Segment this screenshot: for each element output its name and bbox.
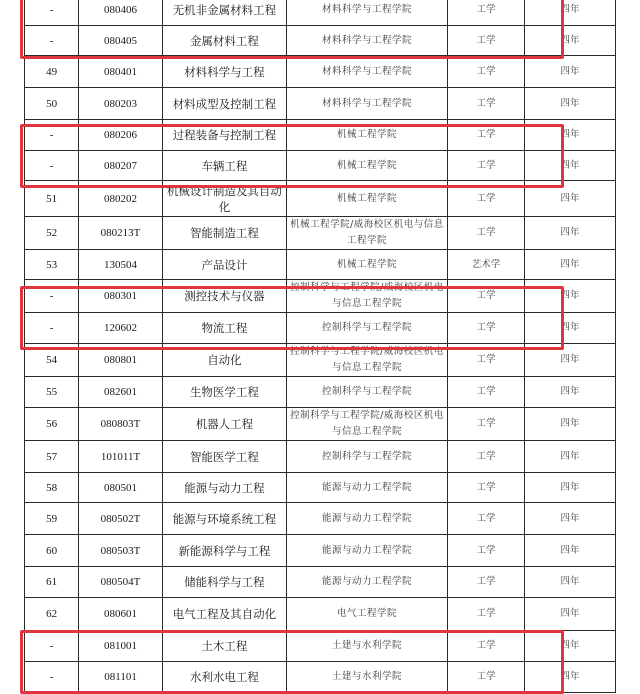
table-row: [25, 280, 616, 313]
college-name: 机械工程学院/威海校区机电与信息工程学院: [287, 217, 448, 250]
study-duration: 四年: [525, 250, 616, 280]
college-name: 土建与水利学院: [287, 662, 448, 693]
discipline-category: 工学: [447, 344, 524, 377]
discipline-category: 工学: [447, 151, 524, 181]
row-index: 51: [25, 181, 79, 217]
major-name: 过程装备与控制工程: [162, 120, 286, 151]
major-name: 机械设计制造及其自动化: [162, 181, 286, 217]
major-name: 水利水电工程: [162, 662, 286, 693]
row-index: 62: [25, 598, 79, 631]
discipline-category: 工学: [447, 120, 524, 151]
table-row: [25, 250, 616, 280]
major-name: 无机非金属材料工程: [162, 0, 286, 26]
study-duration: 四年: [525, 662, 616, 693]
college-name: 材料科学与工程学院: [287, 26, 448, 56]
major-code: 080202: [79, 181, 163, 217]
college-name: 控制科学与工程学院: [287, 441, 448, 473]
study-duration: 四年: [525, 535, 616, 567]
major-code: 120602: [79, 313, 163, 344]
discipline-category: 工学: [447, 26, 524, 56]
discipline-category: 工学: [447, 88, 524, 120]
table-row: [25, 441, 616, 473]
study-duration: 四年: [525, 56, 616, 88]
study-duration: 四年: [525, 181, 616, 217]
major-name: 储能科学与工程: [162, 567, 286, 598]
discipline-category: 工学: [447, 0, 524, 26]
discipline-category: 工学: [447, 535, 524, 567]
table-row: [25, 88, 616, 120]
majors-table: [24, 0, 616, 693]
major-name: 能源与环境系统工程: [162, 503, 286, 535]
row-index: -: [25, 631, 79, 662]
study-duration: 四年: [525, 344, 616, 377]
row-index: 50: [25, 88, 79, 120]
study-duration: 四年: [525, 88, 616, 120]
college-name: 机械工程学院: [287, 120, 448, 151]
table-row: [25, 0, 616, 26]
row-index: -: [25, 280, 79, 313]
major-code: 130504: [79, 250, 163, 280]
major-code: 080213T: [79, 217, 163, 250]
row-index: -: [25, 0, 79, 26]
table-row: [25, 408, 616, 441]
college-name: 能源与动力工程学院: [287, 473, 448, 503]
study-duration: 四年: [525, 377, 616, 408]
major-code: 082601: [79, 377, 163, 408]
table-row: [25, 26, 616, 56]
table-row: [25, 662, 616, 693]
major-name: 自动化: [162, 344, 286, 377]
major-name: 测控技术与仪器: [162, 280, 286, 313]
discipline-category: 工学: [447, 217, 524, 250]
discipline-category: 工学: [447, 181, 524, 217]
major-code: 080501: [79, 473, 163, 503]
college-name: 控制科学与工程学院/威海校区机电与信息工程学院: [287, 280, 448, 313]
college-name: 控制科学与工程学院: [287, 313, 448, 344]
study-duration: 四年: [525, 313, 616, 344]
table-row: [25, 151, 616, 181]
row-index: -: [25, 313, 79, 344]
row-index: 49: [25, 56, 79, 88]
table-row: [25, 567, 616, 598]
study-duration: 四年: [525, 151, 616, 181]
major-code: 101011T: [79, 441, 163, 473]
row-index: -: [25, 26, 79, 56]
major-code: 081001: [79, 631, 163, 662]
row-index: 59: [25, 503, 79, 535]
major-name: 新能源科学与工程: [162, 535, 286, 567]
study-duration: 四年: [525, 567, 616, 598]
row-index: 54: [25, 344, 79, 377]
major-code: 081101: [79, 662, 163, 693]
college-name: 材料科学与工程学院: [287, 56, 448, 88]
discipline-category: 工学: [447, 56, 524, 88]
study-duration: 四年: [525, 0, 616, 26]
row-index: 55: [25, 377, 79, 408]
major-code: 080801: [79, 344, 163, 377]
college-name: 控制科学与工程学院: [287, 377, 448, 408]
study-duration: 四年: [525, 26, 616, 56]
table-row: [25, 535, 616, 567]
major-name: 产品设计: [162, 250, 286, 280]
discipline-category: 工学: [447, 662, 524, 693]
major-code: 080803T: [79, 408, 163, 441]
major-name: 车辆工程: [162, 151, 286, 181]
major-name: 材料科学与工程: [162, 56, 286, 88]
college-name: 土建与水利学院: [287, 631, 448, 662]
table-row: [25, 56, 616, 88]
row-index: -: [25, 662, 79, 693]
discipline-category: 工学: [447, 377, 524, 408]
major-name: 能源与动力工程: [162, 473, 286, 503]
major-code: 080601: [79, 598, 163, 631]
table-row: [25, 631, 616, 662]
discipline-category: 工学: [447, 567, 524, 598]
row-index: 52: [25, 217, 79, 250]
study-duration: 四年: [525, 598, 616, 631]
major-code: 080301: [79, 280, 163, 313]
row-index: 53: [25, 250, 79, 280]
major-name: 电气工程及其自动化: [162, 598, 286, 631]
row-index: 57: [25, 441, 79, 473]
row-index: -: [25, 120, 79, 151]
major-name: 金属材料工程: [162, 26, 286, 56]
table-row: [25, 217, 616, 250]
study-duration: 四年: [525, 280, 616, 313]
college-name: 材料科学与工程学院: [287, 0, 448, 26]
table-row: [25, 313, 616, 344]
table-row: [25, 344, 616, 377]
study-duration: 四年: [525, 503, 616, 535]
row-index: 58: [25, 473, 79, 503]
major-code: 080504T: [79, 567, 163, 598]
study-duration: 四年: [525, 441, 616, 473]
major-code: 080405: [79, 26, 163, 56]
college-name: 机械工程学院: [287, 250, 448, 280]
college-name: 控制科学与工程学院/威海校区机电与信息工程学院: [287, 408, 448, 441]
table-row: [25, 503, 616, 535]
study-duration: 四年: [525, 408, 616, 441]
college-name: 材料科学与工程学院: [287, 88, 448, 120]
college-name: 能源与动力工程学院: [287, 535, 448, 567]
study-duration: 四年: [525, 217, 616, 250]
college-name: 能源与动力工程学院: [287, 567, 448, 598]
table-row: [25, 598, 616, 631]
row-index: -: [25, 151, 79, 181]
major-name: 土木工程: [162, 631, 286, 662]
major-name: 材料成型及控制工程: [162, 88, 286, 120]
major-code: 080206: [79, 120, 163, 151]
college-name: 能源与动力工程学院: [287, 503, 448, 535]
study-duration: 四年: [525, 473, 616, 503]
college-name: 控制科学与工程学院/威海校区机电与信息工程学院: [287, 344, 448, 377]
major-code: 080406: [79, 0, 163, 26]
college-name: 电气工程学院: [287, 598, 448, 631]
discipline-category: 工学: [447, 631, 524, 662]
major-name: 智能制造工程: [162, 217, 286, 250]
discipline-category: 工学: [447, 280, 524, 313]
major-code: 080502T: [79, 503, 163, 535]
major-code: 080401: [79, 56, 163, 88]
study-duration: 四年: [525, 120, 616, 151]
college-name: 机械工程学院: [287, 181, 448, 217]
row-index: 61: [25, 567, 79, 598]
row-index: 60: [25, 535, 79, 567]
discipline-category: 艺术学: [447, 250, 524, 280]
major-name: 机器人工程: [162, 408, 286, 441]
college-name: 机械工程学院: [287, 151, 448, 181]
major-code: 080207: [79, 151, 163, 181]
major-name: 智能医学工程: [162, 441, 286, 473]
discipline-category: 工学: [447, 408, 524, 441]
discipline-category: 工学: [447, 441, 524, 473]
major-name: 生物医学工程: [162, 377, 286, 408]
table-row: [25, 377, 616, 408]
table-row: [25, 473, 616, 503]
table-row: [25, 181, 616, 217]
table-row: [25, 120, 616, 151]
discipline-category: 工学: [447, 598, 524, 631]
major-code: 080503T: [79, 535, 163, 567]
discipline-category: 工学: [447, 473, 524, 503]
major-name: 物流工程: [162, 313, 286, 344]
row-index: 56: [25, 408, 79, 441]
study-duration: 四年: [525, 631, 616, 662]
discipline-category: 工学: [447, 503, 524, 535]
major-code: 080203: [79, 88, 163, 120]
discipline-category: 工学: [447, 313, 524, 344]
